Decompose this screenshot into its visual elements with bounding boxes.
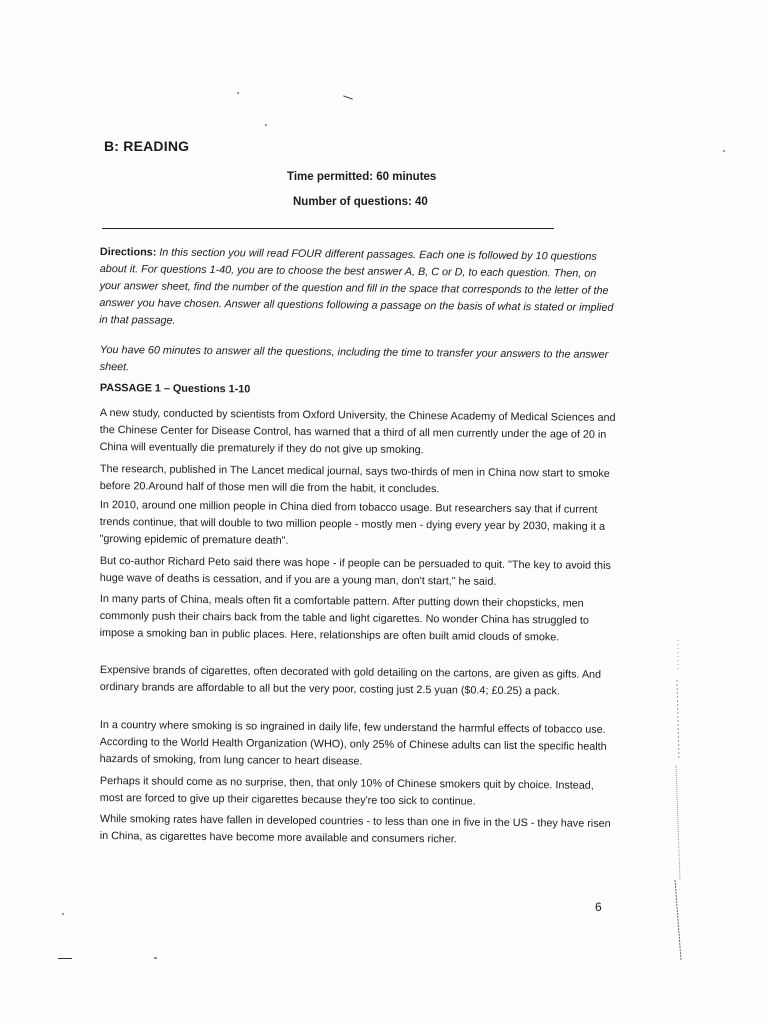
time-note: You have 60 minutes to answer all the questions, including the time to transfer your answers to the answer sheet. xyxy=(99,343,609,374)
scan-speck xyxy=(154,957,157,959)
passage-paragraph: While smoking rates have fallen in developed countries - to less than one in five in the US - they have risen in China, as cigarettes have become more available and consumers richer. xyxy=(99,812,611,846)
passage-paragraph: But co-author Richard Peto said there was hope - if people can be persuaded to quit. "The key to avoid this huge wave of deaths is cessation, and if you are a young man, don't start," he said. xyxy=(99,554,611,588)
passage-paragraph: In many parts of China, meals often fit a comfortable pattern. After putting down their chopsticks, men commonly push their chairs back from the table and light cigarettes. No wonder China has struggled to impose a smoking ban in public places. Here, relationships are often built amid clouds of smoke. xyxy=(99,592,589,644)
divider-line xyxy=(102,228,554,229)
scan-speck xyxy=(237,92,239,94)
passage-heading: PASSAGE 1 – Questions 1-10 xyxy=(99,381,251,396)
scan-mark xyxy=(343,95,353,99)
scan-speck xyxy=(62,913,64,915)
passage-paragraph: The research, published in The Lancet medical journal, says two-thirds of men in China now start to smoke before 20.Around half of those men will die from the habit, it concludes. xyxy=(99,462,610,496)
time-permitted: Time permitted: 60 minutes xyxy=(287,171,437,183)
directions-label: Directions: xyxy=(99,245,157,259)
section-title: B: READING xyxy=(104,138,190,154)
page-number: 6 xyxy=(595,900,602,914)
passage-paragraph: In 2010, around one million people in China died from tobacco usage. But researchers say that if current trends continue, that will double to two million people - mostly men - dying every year by 2030, making it a "growing epidemic of premature death". xyxy=(99,498,606,547)
scan-edge-noise xyxy=(672,640,684,960)
passage-paragraph: In a country where smoking is so ingrained in daily life, few understand the harmful effects of tobacco use. According to the World Health Organization (WHO), only 25% of Chinese adults can list the specific health hazards of smoking, from lung cancer to heart disease. xyxy=(99,718,607,768)
directions-text: In this section you will read FOUR different passages. Each one is followed by 10 questions about it. For questions 1-40, you are to choose the best answer A, B, C or D, to each question. Then, on your answer sheet, find the number of the question and fill in the space that corresponds to the letter of the answer you have chosen. Answer all questions following a passage on the basis of what is stated or implied in that passage. xyxy=(99,246,614,327)
directions-paragraph xyxy=(99,244,618,334)
passage-paragraph: Perhaps it should come as no surprise, then, that only 10% of Chinese smokers quit by choice. Instead, most are forced to give up their cigarettes because they're too sick to continue. xyxy=(99,774,594,808)
scan-mark xyxy=(58,958,72,959)
scan-speck xyxy=(723,150,725,152)
passage-paragraph: Expensive brands of cigarettes, often decorated with gold detailing on the cartons, are given as gifts. And ordinary brands are affordable to all but the very poor, costing just 2.5 yuan ($0.4; £0.25) a pack. xyxy=(99,663,602,698)
scan-speck xyxy=(265,124,267,126)
passage-paragraph: A new study, conducted by scientists from Oxford University, the Chinese Academy of Medical Sciences and the Chinese Center for Disease Control, has warned that a third of all men currently under the age of 20 in China will eventually die prematurely if they do not give up smoking. xyxy=(99,406,616,457)
number-of-questions: Number of questions: 40 xyxy=(293,196,428,208)
